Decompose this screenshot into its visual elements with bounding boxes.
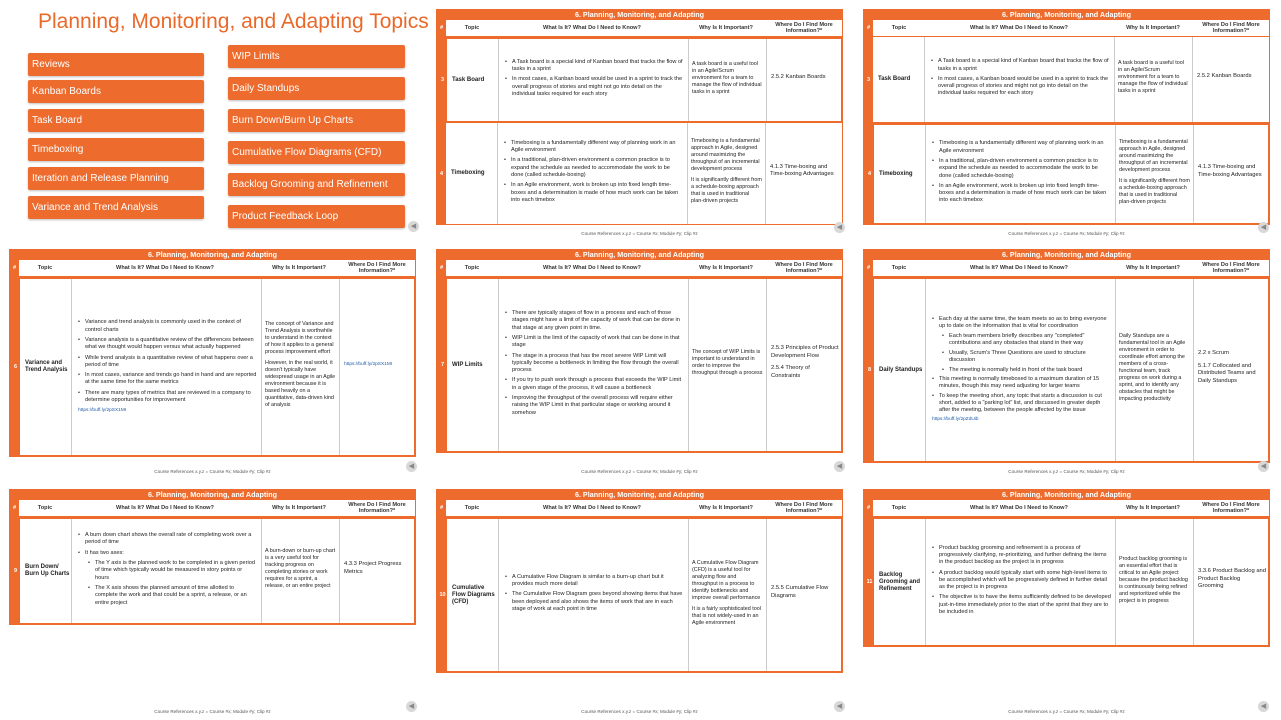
what-bullet: • Timeboxing is a fundamentally different way of planning work in an Agile environment: [504, 140, 683, 155]
speaker-icon[interactable]: ◀: [408, 221, 419, 232]
header-why: Why Is It Important?: [699, 505, 753, 511]
header-what: What Is It? What Do I Need to Know?: [970, 265, 1068, 271]
header-why: Why Is It Important?: [272, 265, 326, 271]
row-why: [261, 519, 339, 623]
table-row: [436, 123, 843, 225]
what-sub-bullet: • The Y axis is the planned work to be completed in a given period of time which typically would be measured in story points or hours: [88, 560, 257, 582]
slide-task-board-timeboxing-2: [863, 9, 1270, 239]
row-where: [766, 39, 844, 121]
slide-title: 6. Planning, Monitoring, and Adapting: [863, 489, 1270, 500]
row-why: [1114, 37, 1192, 122]
row-where: [1193, 125, 1271, 223]
table-row: [9, 277, 416, 457]
row-what: [925, 519, 1115, 645]
row-why: [688, 279, 766, 451]
what-bullet: • Improving the throughput of the overall process will require either raising the WIP Limit in that particular stage or working around it somehow: [505, 395, 684, 417]
course-footer: Course References x.y.z = Course #x; Module #y; Clip #z: [154, 709, 271, 714]
row-what: [498, 39, 688, 121]
why-text: The concept of Variance and Trend Analysis is worthwhile to understand in the context of how it applies to a general process improvement effort: [265, 321, 334, 355]
why-text: A task board is a useful tool in an Agile/Scrum environment for a team to manage the flow of individual tasks in a sprint: [1118, 60, 1188, 94]
row-what: [498, 519, 688, 671]
what-bullet: • Variance and trend analysis is commonly used in the context of control charts: [78, 319, 257, 334]
speaker-icon[interactable]: ◀: [1258, 222, 1269, 233]
row-why: [687, 123, 765, 224]
what-bullet: • The Cumulative Flow Diagram goes beyond showing items that have been deployed and also shows the items of work that are in each stage of work at each point in time: [505, 591, 684, 613]
course-footer: Course References x.y.z = Course #x; Module #y; Clip #z: [1008, 469, 1125, 474]
slide-backlog-grooming: [863, 489, 1270, 719]
what-sub-bullet: • The X axis shows the planned amount of time allotted to complete the work and that could be a sprint, a release, or an entire project: [88, 585, 257, 607]
speaker-icon[interactable]: ◀: [834, 461, 845, 472]
row-where: [339, 279, 417, 455]
why-text: Product backlog grooming is an essential effort that is critical to an Agile project because the product backlog is continuously being refined and reprioritized while the project is in progress: [1119, 555, 1188, 604]
header-where: Where Do I Find More Information?*: [775, 22, 833, 34]
row-number: 3: [864, 37, 873, 122]
header-num: #: [437, 260, 446, 276]
header-where: Where Do I Find More Information?*: [1202, 262, 1260, 274]
slide-title: 6. Planning, Monitoring, and Adapting: [9, 249, 416, 260]
what-bullet: • The objective is to have the items sufficiently defined to be developed just-in-time immediately prior to the start of the sprint that they are to be included in: [932, 594, 1111, 616]
header-why: Why Is It Important?: [699, 265, 753, 271]
row-number: 3: [438, 39, 447, 121]
what-bullet: • A Task board is a special kind of Kanban board that tracks the flow of tasks in a sprint: [931, 58, 1110, 73]
why-text: Timeboxing is a fundamental approach in Agile, designed around maximizing the throughput of an incremental development process: [1119, 138, 1188, 173]
why-text: A Cumulative Flow Diagram (CFD) is a useful tool for analyzing flow and throughput in a process to identify bottlenecks and improve overall performance: [692, 559, 761, 601]
row-where: [1192, 37, 1270, 122]
row-topic: Variance and Trend Analysis: [25, 360, 68, 373]
where-text: 4.3.3 Project Progress Metrics: [344, 561, 402, 575]
header-num: #: [10, 500, 19, 516]
slide-burn-down: [9, 489, 416, 719]
what-bullet: • The stage in a process that has the most severe WIP Limit will typically become a bottleneck in limiting the flow through the overall process: [505, 353, 684, 375]
table-row: [436, 37, 843, 123]
slide-cfd: [436, 489, 843, 719]
header-what: What Is It? What Do I Need to Know?: [543, 265, 641, 271]
header-num: #: [10, 260, 19, 276]
header-what: What Is It? What Do I Need to Know?: [970, 25, 1068, 31]
header-what: What Is It? What Do I Need to Know?: [543, 505, 641, 511]
what-bullet: • In a traditional, plan-driven environment a common practice is to expand the schedule as needed to accommodate the work to be done (called schedule-boxing): [932, 158, 1111, 180]
why-text: It is significantly different from a schedule-boxing approach that is used in traditional plan-driven projects: [691, 177, 762, 204]
what-bullet: • In an Agile environment, work is broken up into fixed length time-boxes and a determination is made of how much work can be taken into each timebox: [932, 183, 1111, 205]
slide-daily-standups: [863, 249, 1270, 479]
what-bullet: • In an Agile environment, work is broken up into fixed length time-boxes and a determination is made of how much work can be taken into each timebox: [504, 182, 683, 204]
what-bullet: • In most cases, variance and trends go hand in hand and are reported at the same time for the same metrics: [78, 372, 257, 387]
header-where: Where Do I Find More Information?*: [348, 262, 406, 274]
what-bullet: • A burn down chart shows the overall rate of completing work over a period of time: [78, 532, 257, 547]
what-bullet: • A product backlog would typically start with some high-level items to be accomplished which will be progressively defined in further detail as the project is in progress: [932, 570, 1111, 592]
why-text: Timeboxing is a fundamental approach in Agile, designed around maximizing the throughput of an incremental development process: [691, 138, 760, 172]
header-what: What Is It? What Do I Need to Know?: [970, 505, 1068, 511]
reference-link[interactable]: https://buff.ly/2pZdUib: [932, 416, 979, 422]
header-topic: Topic: [891, 25, 907, 31]
what-bullet: • To keep the meeting short, any topic that starts a discussion is cut short, added to a "parking lot" list, and discussed in greater depth after the meeting, between the people affected by the issue: [932, 393, 1111, 414]
what-bullet: • It has two axes:: [78, 550, 257, 557]
topic-product-feedback-loop-button[interactable]: Product Feedback Loop: [228, 205, 405, 228]
speaker-icon[interactable]: ◀: [406, 461, 417, 472]
what-sub-bullet: • Each team members briefly describes any "completed" contributions and any obstacles that stand in their way: [942, 333, 1111, 347]
topic-wip-limits-button[interactable]: WIP Limits: [228, 45, 405, 68]
header-num: #: [864, 260, 873, 276]
what-bullet: • Each day at the same time, the team meets so as to bring everyone up to date on the information that is vital for coordination: [932, 316, 1111, 330]
topic-iteration-release-planning-button[interactable]: Iteration and Release Planning: [28, 167, 204, 190]
where-text: 3.3.6 Product Backlog and Product Backlog Grooming: [1198, 568, 1266, 590]
table-header: [436, 500, 843, 517]
where-text: 4.1.3 Time-boxing and Time-boxing Advantages: [1198, 164, 1262, 178]
slide-title: 6. Planning, Monitoring, and Adapting: [863, 9, 1270, 20]
what-bullet: • While trend analysis is a quantitative review of what happens over a period of time: [78, 355, 257, 370]
course-footer: Course References x.y.z = Course #x; Module #y; Clip #z: [1008, 709, 1125, 714]
header-why: Why Is It Important?: [1126, 505, 1180, 511]
where-text: 5.1.7 Collocated and Distributed Teams and Daily Standups: [1198, 362, 1256, 384]
row-where: [1193, 279, 1271, 461]
table-header: [436, 260, 843, 277]
speaker-icon[interactable]: ◀: [1258, 461, 1269, 472]
where-text: 2.5.2 Kanban Boards: [1197, 73, 1252, 80]
course-footer: Course References x.y.z = Course #x; Module #y; Clip #z: [581, 231, 698, 236]
where-text: 2.2 x Scrum: [1198, 350, 1229, 356]
row-topic: Daily Standups: [879, 366, 923, 373]
topic-timeboxing-button[interactable]: Timeboxing: [28, 138, 204, 161]
header-topic: Topic: [891, 505, 907, 511]
row-what: [71, 279, 261, 455]
topics-title: Planning, Monitoring, and Adapting Topics: [38, 10, 429, 33]
table-row: [863, 123, 1270, 225]
table-header: [9, 260, 416, 277]
header-topic: Topic: [891, 265, 907, 271]
table-header: [863, 260, 1270, 277]
row-why: [688, 39, 766, 121]
speaker-icon[interactable]: ◀: [406, 701, 417, 712]
what-bullet: • If you try to push work through a process that exceeds the WIP Limit in a given stage of the process, it will cause a bottleneck: [505, 377, 684, 392]
header-where: Where Do I Find More Information?*: [775, 262, 833, 274]
row-what: [498, 279, 688, 451]
topic-cfd-button[interactable]: Cumulative Flow Diagrams (CFD): [228, 141, 405, 164]
row-why: [1115, 279, 1193, 461]
header-num: #: [864, 20, 873, 36]
why-text: It is a fairly sophisticated tool that is not widely-used in an Agile environment: [692, 605, 761, 626]
speaker-icon[interactable]: ◀: [1258, 701, 1269, 712]
what-bullet: • Timeboxing is a fundamentally different way of planning work in an Agile environment: [932, 140, 1111, 155]
row-topic: Backlog Grooming and Refinement: [879, 571, 920, 592]
what-bullet: • In most cases, a Kanban board would be used in a sprint to track the overall progress of stories and might not go into detail on the individual tasks required for each story: [931, 76, 1110, 98]
reference-link[interactable]: https://buff.ly/2pSX1MI: [78, 408, 127, 414]
topic-daily-standups-button[interactable]: Daily Standups: [228, 77, 405, 100]
header-where: Where Do I Find More Information?*: [348, 502, 406, 514]
where-text: 4.1.3 Time-boxing and Time-boxing Advantages: [770, 163, 834, 177]
what-sub-bullet: • Usually, Scrum's Three Questions are used to structure discussion: [942, 350, 1111, 364]
speaker-icon[interactable]: ◀: [834, 701, 845, 712]
table-header: [863, 20, 1270, 37]
topic-burn-down-up-charts-button[interactable]: Burn Down/Burn Up Charts: [228, 109, 405, 132]
row-topic: Timeboxing: [451, 170, 485, 176]
where-text: 2.5.5 Cumulative Flow Diagrams: [771, 585, 829, 599]
row-topic: WIP Limits: [452, 361, 483, 368]
why-text: A task board is a useful tool in an Agile/Scrum environment for a team to manage the flow of individual tasks in a sprint: [692, 60, 762, 95]
what-bullet: • A Task board is a special kind of Kanban board that tracks the flow of tasks in a sprint: [505, 59, 684, 74]
header-topic: Topic: [464, 505, 480, 511]
where-text: 2.5.4 Theory of Constraints: [771, 365, 810, 379]
header-topic: Topic: [464, 25, 480, 31]
slide-title: 6. Planning, Monitoring, and Adapting: [863, 249, 1270, 260]
row-where: [1193, 519, 1271, 645]
row-topic: Burn Down/ Burn Up Charts: [25, 564, 70, 577]
row-topic: Timeboxing: [879, 170, 913, 177]
what-bullet: • Variance analysis is a quantitative review of the differences between what we thought would happen versus what actually happened: [78, 337, 257, 352]
row-what: [925, 279, 1115, 461]
header-topic: Topic: [464, 265, 480, 271]
table-row: [436, 517, 843, 673]
row-why: [1115, 125, 1193, 223]
row-number: 11: [865, 519, 874, 645]
where-text: 2.5.3 Principles of Product Development Flow: [771, 345, 839, 359]
row-topic: Task Board: [452, 76, 485, 83]
table-row: [863, 277, 1270, 463]
why-text: However, in the real world, it doesn't typically have widespread usage in an Agile environment because it is based heavily on a quantitative, data-driven kind of analysis: [265, 360, 336, 408]
slide-title: 6. Planning, Monitoring, and Adapting: [436, 249, 843, 260]
reference-link[interactable]: https://buff.ly/2pSX1MI: [344, 361, 393, 367]
course-footer: Course References x.y.z = Course #x; Module #y; Clip #z: [154, 469, 271, 474]
header-topic: Topic: [37, 505, 53, 511]
where-text: 2.5.2 Kanban Boards: [771, 73, 826, 80]
table-row: [863, 37, 1270, 123]
what-sub-bullet: • The meeting is normally held in front of the task board: [942, 367, 1111, 374]
row-number: 10: [438, 519, 447, 671]
course-footer: Course References x.y.z = Course #x; Module #y; Clip #z: [581, 709, 698, 714]
slide-task-board-timeboxing: [436, 9, 843, 239]
course-footer: Course References x.y.z = Course #x; Module #y; Clip #z: [1008, 231, 1125, 236]
table-row: [9, 517, 416, 625]
slide-variance-trend: [9, 249, 416, 479]
row-topic: Task Board: [878, 76, 911, 82]
row-number: 7: [438, 279, 447, 451]
row-what: [497, 123, 687, 224]
what-bullet: • In a traditional, plan-driven environment a common practice is to expand the schedule as needed to accommodate the work to be done (called schedule-boxing): [504, 157, 683, 179]
header-where: Where Do I Find More Information?*: [1202, 502, 1260, 514]
speaker-icon[interactable]: ◀: [834, 222, 845, 233]
header-where: Where Do I Find More Information?*: [775, 502, 833, 514]
course-footer: Course References x.y.z = Course #x; Module #y; Clip #z: [581, 469, 698, 474]
header-why: Why Is It Important?: [272, 505, 326, 511]
slide-title: 6. Planning, Monitoring, and Adapting: [436, 489, 843, 500]
row-where: [766, 519, 844, 671]
what-bullet: • There are many types of metrics that are reviewed in a company to determine opportunities for improvement: [78, 390, 257, 405]
header-where: Where Do I Find More Information?*: [1202, 22, 1260, 34]
header-num: #: [437, 500, 446, 516]
header-what: What Is It? What Do I Need to Know?: [116, 265, 214, 271]
what-bullet: • A Cumulative Flow Diagram is similar to a burn-up chart but it provides much more detail: [505, 574, 684, 589]
topic-kanban-boards-button[interactable]: Kanban Boards: [28, 80, 204, 103]
topic-backlog-grooming-button[interactable]: Backlog Grooming and Refinement: [228, 173, 405, 196]
row-number: 8: [865, 279, 874, 461]
topic-reviews-button[interactable]: Reviews: [28, 53, 204, 76]
row-what: [925, 125, 1115, 223]
table-header: [863, 500, 1270, 517]
why-text: Daily Standups are a fundamental tool in an Agile environment in order to coordinate effort among the members of a cross-functional team, track progress on work during a sprint, and to identify any obstacles that might be impacting productivity: [1119, 333, 1186, 402]
what-bullet: • This meeting is normally timeboxed to a maximum duration of 15 minutes, though this may need adjusting for larger teams: [932, 376, 1111, 390]
row-number: 9: [11, 519, 20, 623]
row-topic: Cumulative Flow Diagrams (CFD): [452, 584, 495, 605]
table-header: [9, 500, 416, 517]
row-where: [766, 279, 844, 451]
slide-title: 6. Planning, Monitoring, and Adapting: [436, 9, 843, 20]
what-bullet: • WIP Limit is the limit of the capacity of work that can be done in that stage: [505, 335, 684, 350]
what-bullet: • In most cases, a Kanban board would be used in a sprint to track the overall progress of stories and might not go into detail on the individual tasks required for each story: [505, 76, 684, 98]
row-what: [71, 519, 261, 623]
header-num: #: [437, 20, 446, 36]
what-bullet: • Product backlog grooming and refinement is a process of progressively clarifying, re-prioritizing, and further defining the items in the product backlog as the project is in progress: [932, 545, 1111, 567]
header-topic: Topic: [37, 265, 53, 271]
table-row: [863, 517, 1270, 647]
row-where: [765, 123, 843, 224]
slide-wip-limits: [436, 249, 843, 479]
header-what: What Is It? What Do I Need to Know?: [543, 25, 641, 31]
table-row: [436, 277, 843, 453]
row-why: [688, 519, 766, 671]
slide-title: 6. Planning, Monitoring, and Adapting: [9, 489, 416, 500]
header-num: #: [864, 500, 873, 516]
topic-variance-trend-analysis-button[interactable]: Variance and Trend Analysis: [28, 196, 204, 219]
why-text: It is significantly different from a schedule-boxing approach that is used in traditional plan-driven projects: [1119, 177, 1190, 205]
what-bullet: • There are typically stages of flow in a process and each of those stages might have a limit of the capacity of work that can be done in that stage at any given point in time.: [505, 310, 684, 332]
why-text: The concept of WIP Limits is important to understand in order to improve the throughput through a process: [692, 349, 763, 376]
row-number: 4: [437, 123, 446, 224]
row-what: [924, 37, 1114, 122]
topic-task-board-button[interactable]: Task Board: [28, 109, 204, 132]
header-why: Why Is It Important?: [699, 25, 753, 31]
table-header: [436, 20, 843, 37]
row-number: 4: [865, 125, 874, 223]
header-why: Why Is It Important?: [1126, 25, 1180, 31]
header-why: Why Is It Important?: [1126, 265, 1180, 271]
why-text: A burn-down or burn-up chart is a very useful tool for tracking progress on completing stories or work requires for a sprint, a release, or an entire project: [265, 548, 336, 589]
row-why: [261, 279, 339, 455]
row-number: 6: [11, 279, 20, 455]
row-why: [1115, 519, 1193, 645]
header-what: What Is It? What Do I Need to Know?: [116, 505, 214, 511]
row-where: [339, 519, 417, 623]
